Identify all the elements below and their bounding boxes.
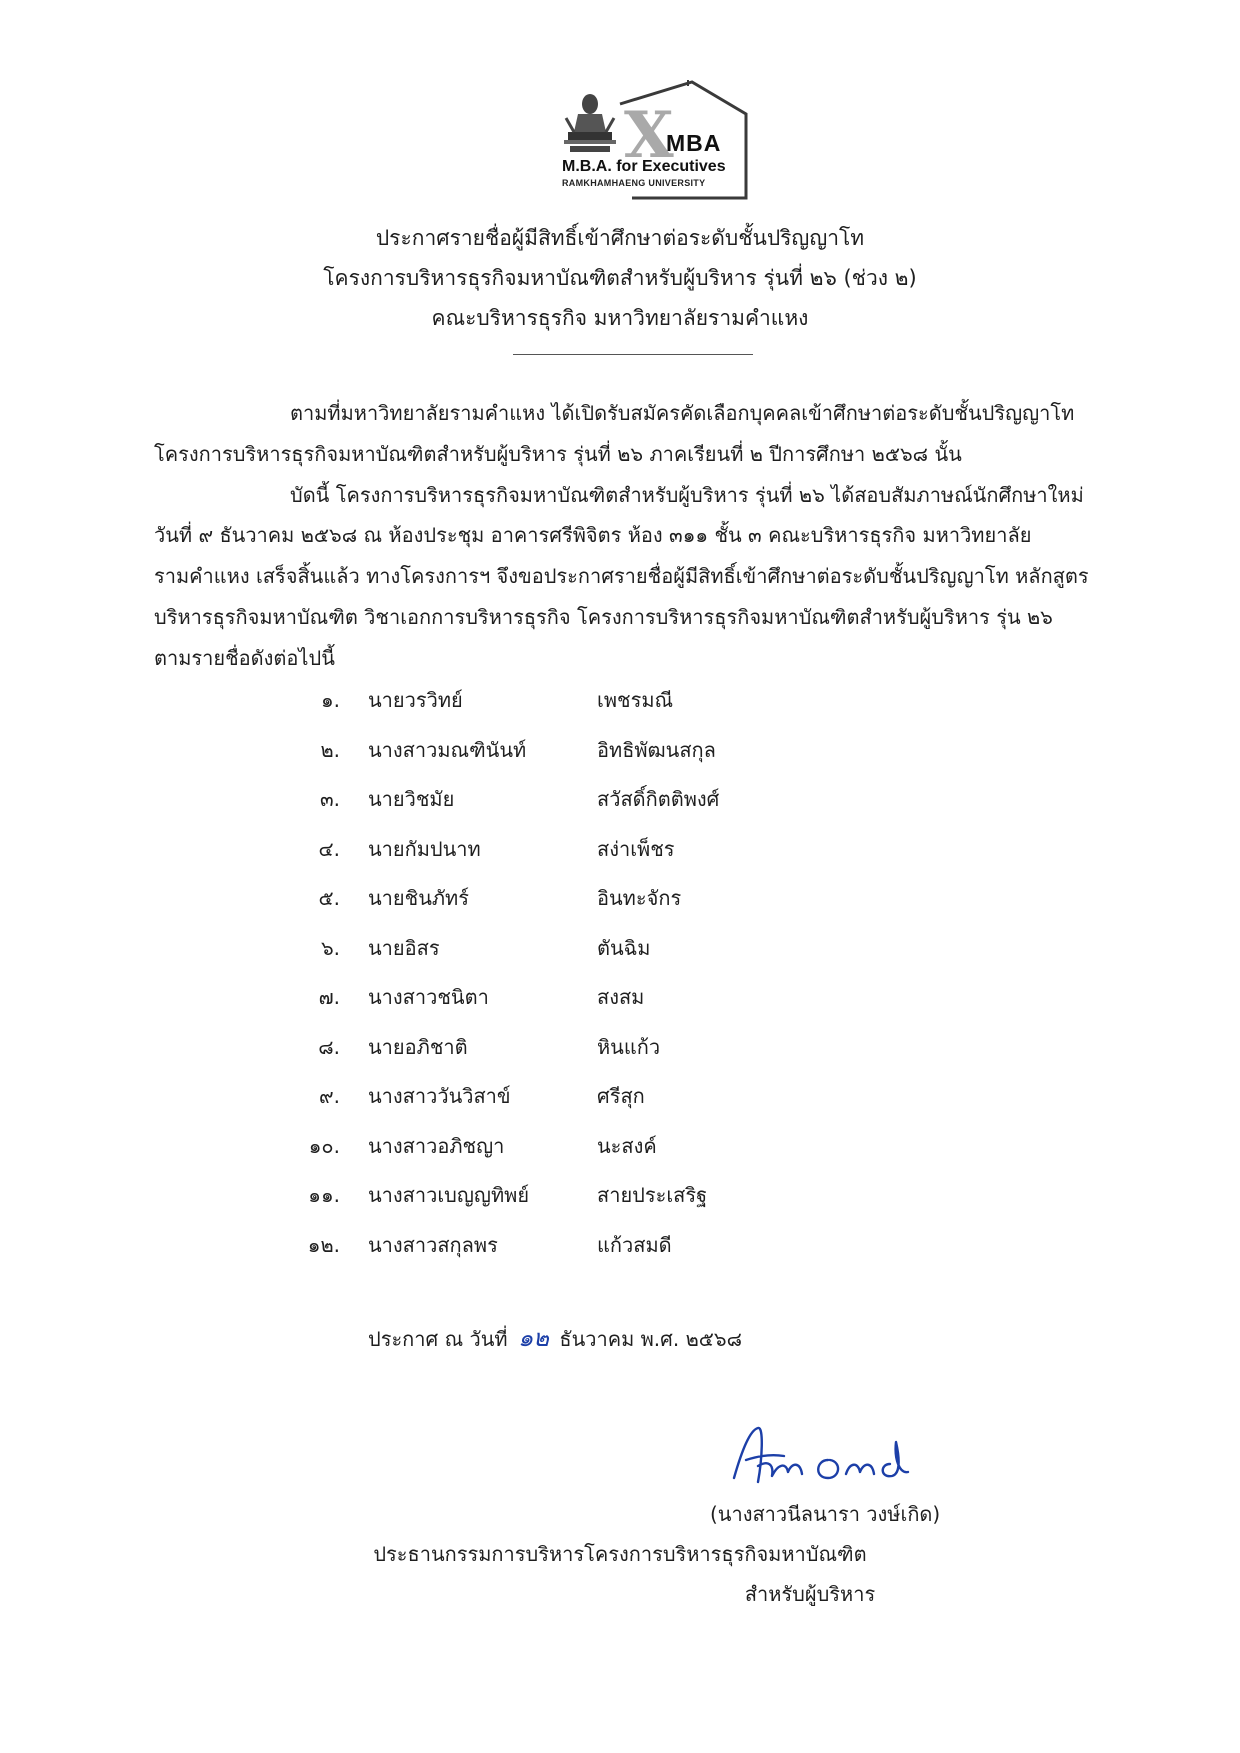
- student-last-name: สวัสดิ์กิตติพงศ์: [597, 787, 720, 811]
- paragraph-2-line-5: ตามรายชื่อดังต่อไปนี้: [154, 646, 335, 670]
- student-row: [0, 1229, 1240, 1261]
- student-row: [0, 882, 1240, 914]
- logo-x-mark: X: [624, 98, 674, 173]
- student-first-name: นายวรวิทย์: [368, 688, 463, 712]
- student-row: [0, 1080, 1240, 1112]
- signatory-title-line-1: ประธานกรรมการบริหารโครงการบริหารธุรกิจมหาบัณฑิต: [373, 1542, 867, 1566]
- student-number: ๙.: [318, 1084, 340, 1108]
- paragraph-1-line-1: [290, 397, 1139, 429]
- header-divider: [513, 354, 753, 355]
- student-row: [0, 1130, 1240, 1162]
- program-title: โครงการบริหารธุรกิจมหาบัณฑิตสำหรับผู้บริหาร รุ่นที่ ๒๖ (ช่วง ๒): [323, 266, 917, 290]
- student-first-name: นางสาวมณฑินันท์: [368, 737, 527, 762]
- student-last-name: ตันฉิม: [597, 935, 651, 960]
- student-first-name: นางสาวสกุลพร: [368, 1232, 498, 1257]
- student-row: [0, 932, 1240, 964]
- student-number: ๑.: [320, 688, 340, 712]
- announcement-day-handwritten: ๑๒: [517, 1324, 549, 1352]
- student-first-name: นางสาวอภิชญา: [368, 1133, 505, 1158]
- student-row: [0, 1179, 1240, 1211]
- announcement-date-prefix: ประกาศ ณ วันที่: [368, 1327, 508, 1351]
- student-last-name: เพชรมณี: [597, 688, 674, 712]
- student-last-name: แก้วสมดี: [597, 1232, 672, 1257]
- student-last-name: นะสงค์: [597, 1133, 657, 1158]
- paragraph-2-line-3: รามคำแหง เสร็จสิ้นแล้ว ทางโครงการฯ จึงขอประกาศรายชื่อผู้มีสิทธิ์เข้าศึกษาต่อระดับชั้นปริญญาโท หลักสูตร: [154, 564, 1089, 588]
- mba-logo: [560, 78, 760, 202]
- student-first-name: นางสาวชนิตา: [368, 985, 489, 1009]
- student-number: ๖.: [320, 935, 340, 960]
- paragraph-1-line-2: โครงการบริหารธุรกิจมหาบัณฑิตสำหรับผู้บริหาร รุ่นที่ ๒๖ ภาคเรียนที่ ๒ ปีการศึกษา ๒๕๖๘ นั้น: [154, 442, 962, 466]
- announcement-date: [368, 1318, 742, 1357]
- logo-university: RAMKHAMHAENG UNIVERSITY: [562, 178, 706, 188]
- paragraph-1-line-1-text: ตามที่มหาวิทยาลัยรามคำแหง ได้เปิดรับสมัครคัดเลือกบุคคลเข้าศึกษาต่อระดับชั้นปริญญาโท: [290, 401, 1075, 425]
- student-number: ๕.: [318, 886, 340, 910]
- paragraph-2-line-2: วันที่ ๙ ธันวาคม ๒๕๖๘ ณ ห้องประชุม อาคารศรีพิจิตร ห้อง ๓๑๑ ชั้น ๓ คณะบริหารธุรกิจ มหาวิทยาลัย: [154, 523, 1032, 547]
- student-last-name: สง่าเพ็ชร: [597, 836, 675, 861]
- student-number: ๓.: [319, 787, 340, 811]
- student-first-name: นายอภิชาติ: [368, 1034, 468, 1059]
- student-last-name: อิทธิพัฒนสกุล: [597, 737, 716, 762]
- student-row: [0, 734, 1240, 766]
- student-last-name: อินทะจักร: [597, 886, 682, 910]
- student-number: ๑๐.: [308, 1133, 340, 1158]
- student-last-name: ศรีสุก: [597, 1084, 645, 1108]
- ramkhamhaeng-emblem-icon: [560, 88, 620, 158]
- logo-mba-text: MBA: [666, 130, 722, 156]
- student-first-name: นางสาวเบญญทิพย์: [368, 1183, 530, 1207]
- signatory-title-line-2: สำหรับผู้บริหาร: [744, 1582, 876, 1606]
- student-first-name: นางสาววันวิสาข์: [368, 1084, 511, 1108]
- student-number: ๑๒.: [307, 1232, 340, 1257]
- announcement-date-suffix: ธันวาคม พ.ศ. ๒๕๖๘: [559, 1327, 743, 1351]
- handwritten-signature: [728, 1420, 948, 1500]
- paragraph-2-line-4: บริหารธุรกิจมหาบัณฑิต วิชาเอกการบริหารธุรกิจ โครงการบริหารธุรกิจมหาบัณฑิตสำหรับผู้บริหาร รุ่น ๒๖: [154, 605, 1053, 629]
- student-number: ๔.: [318, 836, 340, 861]
- logo-tagline: M.B.A. for Executives: [562, 158, 726, 175]
- student-first-name: นายอิสร: [368, 935, 440, 960]
- student-first-name: นายชินภัทร์: [368, 886, 469, 910]
- student-row: [0, 833, 1240, 865]
- student-number: ๘.: [318, 1034, 340, 1059]
- student-number: ๗.: [318, 985, 340, 1009]
- paragraph-2-line-1: บัดนี้ โครงการบริหารธุรกิจมหาบัณฑิตสำหรับผู้บริหาร รุ่นที่ ๒๖ ได้สอบสัมภาษณ์นักศึกษาใหม่: [290, 483, 1084, 507]
- student-number: ๑๑.: [308, 1183, 340, 1207]
- announcement-title: ประกาศรายชื่อผู้มีสิทธิ์เข้าศึกษาต่อระดับชั้นปริญญาโท: [375, 226, 865, 250]
- student-number: ๒.: [320, 737, 340, 762]
- student-first-name: นายกัมปนาท: [368, 836, 481, 861]
- student-last-name: สายประเสริฐ: [597, 1183, 708, 1207]
- signatory-name: (นางสาวนีลนารา วงษ์เกิด): [710, 1502, 941, 1526]
- student-last-name: หินแก้ว: [597, 1034, 661, 1059]
- faculty-title: คณะบริหารธุรกิจ มหาวิทยาลัยรามคำแหง: [431, 306, 809, 330]
- student-row: [0, 684, 1240, 716]
- student-last-name: สงสม: [597, 985, 645, 1009]
- student-row: [0, 1031, 1240, 1063]
- student-row: [0, 981, 1240, 1013]
- student-first-name: นายวิชมัย: [368, 787, 455, 811]
- student-row: [0, 783, 1240, 815]
